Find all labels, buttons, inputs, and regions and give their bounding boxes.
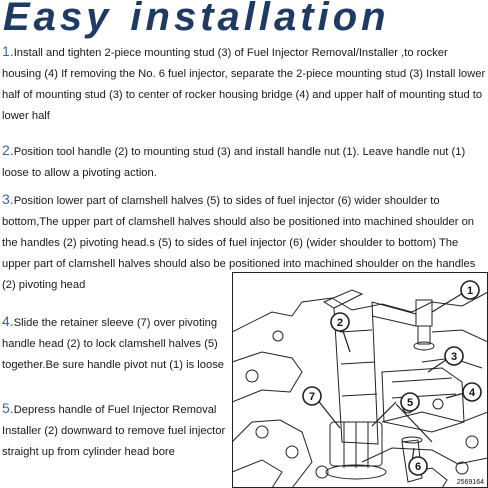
callout-label: 1 xyxy=(466,285,474,297)
injector-removal-diagram xyxy=(232,272,488,488)
step-number: 5. xyxy=(2,400,14,416)
step-number: 1. xyxy=(2,43,14,59)
callout-label: 7 xyxy=(308,391,316,403)
step-text: Install and tighten 2-piece mounting stud (3) of Fuel Injector Removal/Installer ,to rocker housing (4) If removing the No. 6 fuel injector, separate the 2-piece mounting stud (3) Install lower half of mounting stud (3) to center of rocker housing bridge (4) and upper half of mounting stud to lower half xyxy=(2,47,486,122)
callout-label: 5 xyxy=(406,397,414,409)
title-word-easy: Easy xyxy=(3,0,113,39)
step-5 xyxy=(2,398,238,463)
step-2 xyxy=(2,140,486,184)
step-number: 2. xyxy=(2,142,14,158)
page-title xyxy=(3,0,485,38)
step-number: 4. xyxy=(2,313,14,329)
callout-label: 4 xyxy=(468,387,476,399)
step-4 xyxy=(2,311,238,376)
diagram-reference-code: 2569164 xyxy=(456,479,484,486)
title-word-installation: installation xyxy=(130,0,390,39)
step-text: Position lower part of clamshell halves (5) to sides of fuel injector (6) wider shoulder to bottom,The upper part of clamshell halves should also be positioned into machined shoulder on the handles (2) pivoting head.s (5) to sides of fuel injector (6) (wider shoulder to bottom) The upper part of clamshell halves should also be positioned into machined shoulder on the handles (2) pivoting head xyxy=(2,195,476,291)
callout-label: 3 xyxy=(450,351,458,363)
step-number: 3. xyxy=(2,191,14,207)
step-text: Slide the retainer sleeve (7) over pivoting handle head (2) to lock clamshell halves (5) together.Be sure handle pivot nut (1) is loose xyxy=(2,317,225,371)
step-1 xyxy=(2,41,486,127)
callout-label: 6 xyxy=(414,461,422,473)
step-text: Depress handle of Fuel Injector Removal Installer (2) downward to remove fuel injector straight up from cylinder head bore xyxy=(2,404,226,458)
step-text: Position tool handle (2) to mounting stud (3) and install handle nut (1). Leave handle nut (1) loose to allow a pivoting action. xyxy=(2,146,466,179)
callout-label: 2 xyxy=(336,317,344,329)
